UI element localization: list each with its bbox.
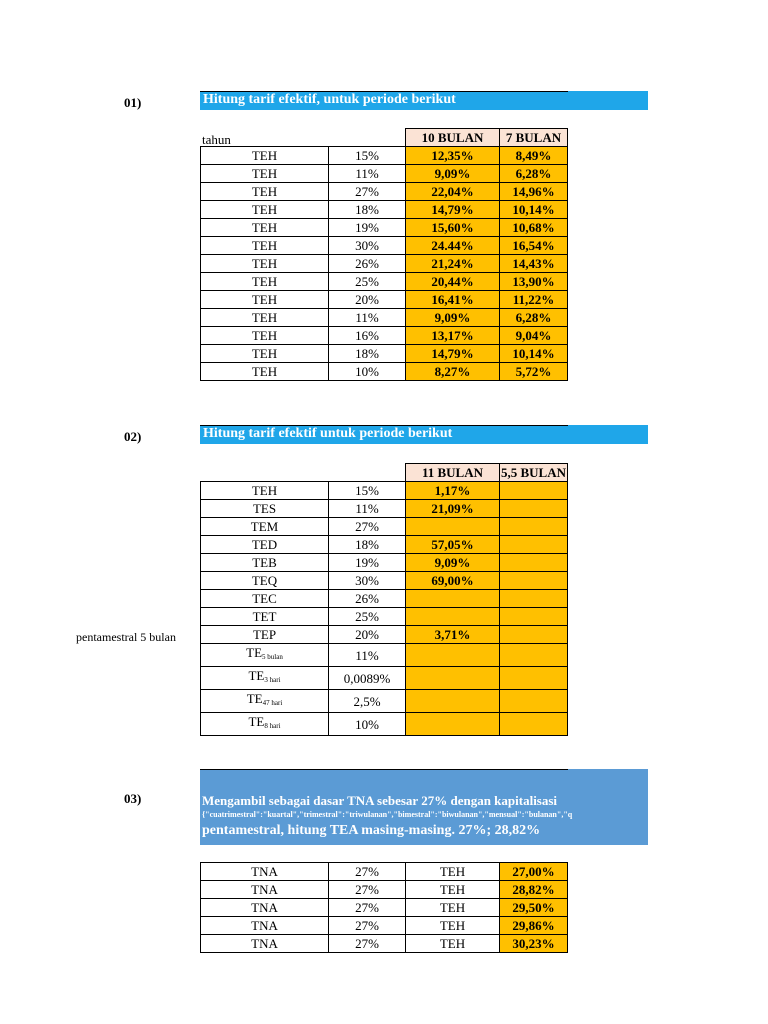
rate-cell: 25%	[329, 608, 406, 626]
result-7-bulan-cell: 11,22%	[500, 291, 568, 309]
result-11-bulan-cell: 3,71%	[406, 626, 500, 644]
rate-cell: 20%	[329, 626, 406, 644]
rate-type-subscript: 8 hari	[264, 722, 281, 730]
rate-type-cell: TEH	[201, 255, 329, 273]
table-row	[201, 554, 568, 572]
rate-cell: 19%	[329, 554, 406, 572]
rate-type-subscript: 3 hari	[264, 676, 281, 684]
table-row	[201, 644, 568, 667]
section-1-title: Hitung tarif efektif, untuk periode berikut	[203, 92, 456, 107]
section-2-number: 02)	[124, 429, 142, 444]
result-10-bulan-cell: 13,17%	[406, 327, 500, 345]
section-3-line-2: {"cuatrimestral":"kuartal","trimestral":"triwulanan","bimestral":"biwulanan","mensual":"bulanan","q	[202, 810, 573, 819]
rate-type-cell: TEM	[201, 518, 329, 536]
table-row	[201, 237, 568, 255]
result-10-bulan-cell: 21,24%	[406, 255, 500, 273]
table-row	[201, 291, 568, 309]
rate-type-cell	[201, 713, 329, 736]
rate-type-cell: TEH	[201, 363, 329, 381]
rate-type-label: TE	[248, 714, 265, 729]
table-row	[201, 626, 568, 644]
rate-cell: 19%	[329, 219, 406, 237]
result-7-bulan-cell: 14,96%	[500, 183, 568, 201]
result-cell: 29,86%	[500, 917, 568, 935]
result-5-5-bulan-cell	[500, 590, 568, 608]
rate-type-cell: TEH	[201, 237, 329, 255]
result-11-bulan-cell: 1,17%	[406, 482, 500, 500]
rate-type-cell: TEH	[201, 219, 329, 237]
result-11-bulan-cell: 69,00%	[406, 572, 500, 590]
rate-name-cell: TNA	[201, 935, 329, 953]
rate-type-cell: TEH	[406, 917, 500, 935]
table-row	[201, 500, 568, 518]
rate-cell: 27%	[329, 881, 406, 899]
result-5-5-bulan-cell	[500, 644, 568, 667]
table-row	[201, 345, 568, 363]
result-10-bulan-cell: 8,27%	[406, 363, 500, 381]
table-row	[201, 327, 568, 345]
result-7-bulan-cell: 10,14%	[500, 345, 568, 363]
rate-cell: 27%	[329, 935, 406, 953]
rate-type-cell: TEH	[201, 482, 329, 500]
rate-type-cell: TEH	[201, 147, 329, 165]
rate-name-cell: TNA	[201, 881, 329, 899]
header-5-5-bulan: 5,5 BULAN	[500, 465, 566, 480]
rate-type-cell: TEH	[201, 327, 329, 345]
result-11-bulan-cell: 21,09%	[406, 500, 500, 518]
rate-name-cell: TNA	[201, 899, 329, 917]
rate-cell: 10%	[329, 363, 406, 381]
section-1-table	[200, 128, 568, 381]
rate-cell: 18%	[329, 201, 406, 219]
rate-cell: 11%	[329, 644, 406, 667]
section-3-banner	[200, 769, 648, 845]
rate-type-cell: TEH	[406, 881, 500, 899]
result-11-bulan-cell	[406, 667, 500, 690]
rate-cell: 11%	[329, 309, 406, 327]
rate-cell: 2,5%	[329, 690, 406, 713]
rate-type-label: TE	[246, 645, 263, 660]
result-11-bulan-cell	[406, 690, 500, 713]
result-cell: 27,00%	[500, 863, 568, 881]
rate-cell: 20%	[329, 291, 406, 309]
rate-type-cell: TEP	[201, 626, 329, 644]
table-row	[201, 165, 568, 183]
rate-type-cell: TEH	[201, 201, 329, 219]
rate-cell: 11%	[329, 500, 406, 518]
rate-cell: 15%	[329, 147, 406, 165]
rate-cell: 26%	[329, 255, 406, 273]
result-5-5-bulan-cell	[500, 690, 568, 713]
result-5-5-bulan-cell	[500, 667, 568, 690]
result-cell: 28,82%	[500, 881, 568, 899]
rate-type-cell: TEH	[201, 273, 329, 291]
rate-type-cell: TEH	[201, 345, 329, 363]
rate-cell: 16%	[329, 327, 406, 345]
result-5-5-bulan-cell	[500, 626, 568, 644]
section-2-banner	[200, 425, 648, 444]
table-row	[201, 608, 568, 626]
rate-cell: 0,0089%	[329, 667, 406, 690]
section-2-table	[200, 463, 568, 736]
header-11-bulan: 11 BULAN	[406, 464, 500, 482]
result-5-5-bulan-cell	[500, 482, 568, 500]
table-row	[201, 899, 568, 917]
result-10-bulan-cell: 15,60%	[406, 219, 500, 237]
table-row	[201, 309, 568, 327]
rate-type-cell: TEH	[201, 291, 329, 309]
table-row	[201, 183, 568, 201]
table-row	[201, 219, 568, 237]
table-row	[201, 690, 568, 713]
rate-name-cell: TNA	[201, 917, 329, 935]
result-5-5-bulan-cell	[500, 572, 568, 590]
result-10-bulan-cell: 20,44%	[406, 273, 500, 291]
section-1-header-row	[201, 129, 568, 147]
result-10-bulan-cell: 9,09%	[406, 165, 500, 183]
rate-cell: 27%	[329, 518, 406, 536]
rate-type-cell: TEQ	[201, 572, 329, 590]
result-5-5-bulan-cell	[500, 518, 568, 536]
table-row	[201, 667, 568, 690]
rate-cell: 18%	[329, 536, 406, 554]
rate-cell: 27%	[329, 917, 406, 935]
table-row	[201, 536, 568, 554]
rate-type-subscript: 47 hari	[262, 699, 283, 707]
result-5-5-bulan-cell	[500, 608, 568, 626]
result-11-bulan-cell	[406, 608, 500, 626]
rate-type-cell: TEH	[201, 183, 329, 201]
table-row	[201, 147, 568, 165]
section-2-header-row	[201, 464, 568, 482]
rate-type-cell: TES	[201, 500, 329, 518]
result-cell: 30,23%	[500, 935, 568, 953]
result-11-bulan-cell	[406, 590, 500, 608]
rate-type-subscript: 5 bulan	[262, 653, 283, 661]
rate-type-cell	[201, 644, 329, 667]
rate-type-cell: TEH	[201, 309, 329, 327]
result-10-bulan-cell: 9,09%	[406, 309, 500, 327]
section-1-banner	[200, 91, 648, 110]
rate-cell: 18%	[329, 345, 406, 363]
section-1-number: 01)	[124, 95, 142, 110]
result-5-5-bulan-cell	[500, 536, 568, 554]
result-11-bulan-cell	[406, 713, 500, 736]
section-3-line-3: pentamestral, hitung TEA masing-masing. 27%; 28,82%	[202, 823, 541, 838]
table-row	[201, 713, 568, 736]
rate-cell: 30%	[329, 572, 406, 590]
header-10-bulan: 10 BULAN	[406, 129, 500, 147]
table-row	[201, 917, 568, 935]
result-7-bulan-cell: 10,14%	[500, 201, 568, 219]
rate-type-cell: TET	[201, 608, 329, 626]
result-10-bulan-cell: 12,35%	[406, 147, 500, 165]
result-11-bulan-cell	[406, 518, 500, 536]
rate-type-cell: TEC	[201, 590, 329, 608]
result-11-bulan-cell	[406, 644, 500, 667]
period-label: tahun	[202, 132, 231, 147]
result-7-bulan-cell: 16,54%	[500, 237, 568, 255]
rate-type-cell: TEH	[406, 935, 500, 953]
rate-cell: 27%	[329, 183, 406, 201]
rate-cell: 11%	[329, 165, 406, 183]
section-3-number: 03)	[124, 791, 142, 806]
result-7-bulan-cell: 6,28%	[500, 309, 568, 327]
result-7-bulan-cell: 9,04%	[500, 327, 568, 345]
rate-cell: 15%	[329, 482, 406, 500]
rate-type-cell	[201, 690, 329, 713]
table-row	[201, 273, 568, 291]
section-2-title: Hitung tarif efektif untuk periode berikut	[203, 426, 453, 441]
section-3-table	[200, 862, 568, 953]
rate-type-cell	[201, 667, 329, 690]
rate-cell: 25%	[329, 273, 406, 291]
header-7-bulan: 7 BULAN	[500, 129, 568, 147]
table-row	[201, 590, 568, 608]
table-row	[201, 863, 568, 881]
result-10-bulan-cell: 14,79%	[406, 201, 500, 219]
table-row	[201, 201, 568, 219]
section-3-line-1: Mengambil sebagai dasar TNA sebesar 27% dengan kapitalisasi	[202, 793, 558, 808]
table-row	[201, 482, 568, 500]
result-7-bulan-cell: 6,28%	[500, 165, 568, 183]
rate-cell: 27%	[329, 899, 406, 917]
result-7-bulan-cell: 13,90%	[500, 273, 568, 291]
rate-type-cell: TED	[201, 536, 329, 554]
rate-type-label: TE	[246, 691, 263, 706]
rate-type-cell: TEB	[201, 554, 329, 572]
table-row	[201, 881, 568, 899]
result-11-bulan-cell: 57,05%	[406, 536, 500, 554]
rate-cell: 26%	[329, 590, 406, 608]
table-row	[201, 255, 568, 273]
result-10-bulan-cell: 16,41%	[406, 291, 500, 309]
result-7-bulan-cell: 10,68%	[500, 219, 568, 237]
rate-cell: 10%	[329, 713, 406, 736]
rate-type-cell: TEH	[406, 899, 500, 917]
table-row	[201, 935, 568, 953]
result-5-5-bulan-cell	[500, 554, 568, 572]
result-10-bulan-cell: 22,04%	[406, 183, 500, 201]
side-note-pentamestral: pentamestral 5 bulan	[76, 630, 176, 644]
result-11-bulan-cell: 9,09%	[406, 554, 500, 572]
rate-cell: 30%	[329, 237, 406, 255]
result-7-bulan-cell: 8,49%	[500, 147, 568, 165]
rate-type-label: TE	[248, 668, 265, 683]
table-row	[201, 518, 568, 536]
table-row	[201, 363, 568, 381]
result-7-bulan-cell: 14,43%	[500, 255, 568, 273]
result-5-5-bulan-cell	[500, 713, 568, 736]
result-cell: 29,50%	[500, 899, 568, 917]
rate-type-cell: TEH	[201, 165, 329, 183]
result-5-5-bulan-cell	[500, 500, 568, 518]
result-10-bulan-cell: 14,79%	[406, 345, 500, 363]
result-7-bulan-cell: 5,72%	[500, 363, 568, 381]
result-10-bulan-cell: 24.44%	[406, 237, 500, 255]
rate-cell: 27%	[329, 863, 406, 881]
rate-type-cell: TEH	[406, 863, 500, 881]
rate-name-cell: TNA	[201, 863, 329, 881]
table-row	[201, 572, 568, 590]
